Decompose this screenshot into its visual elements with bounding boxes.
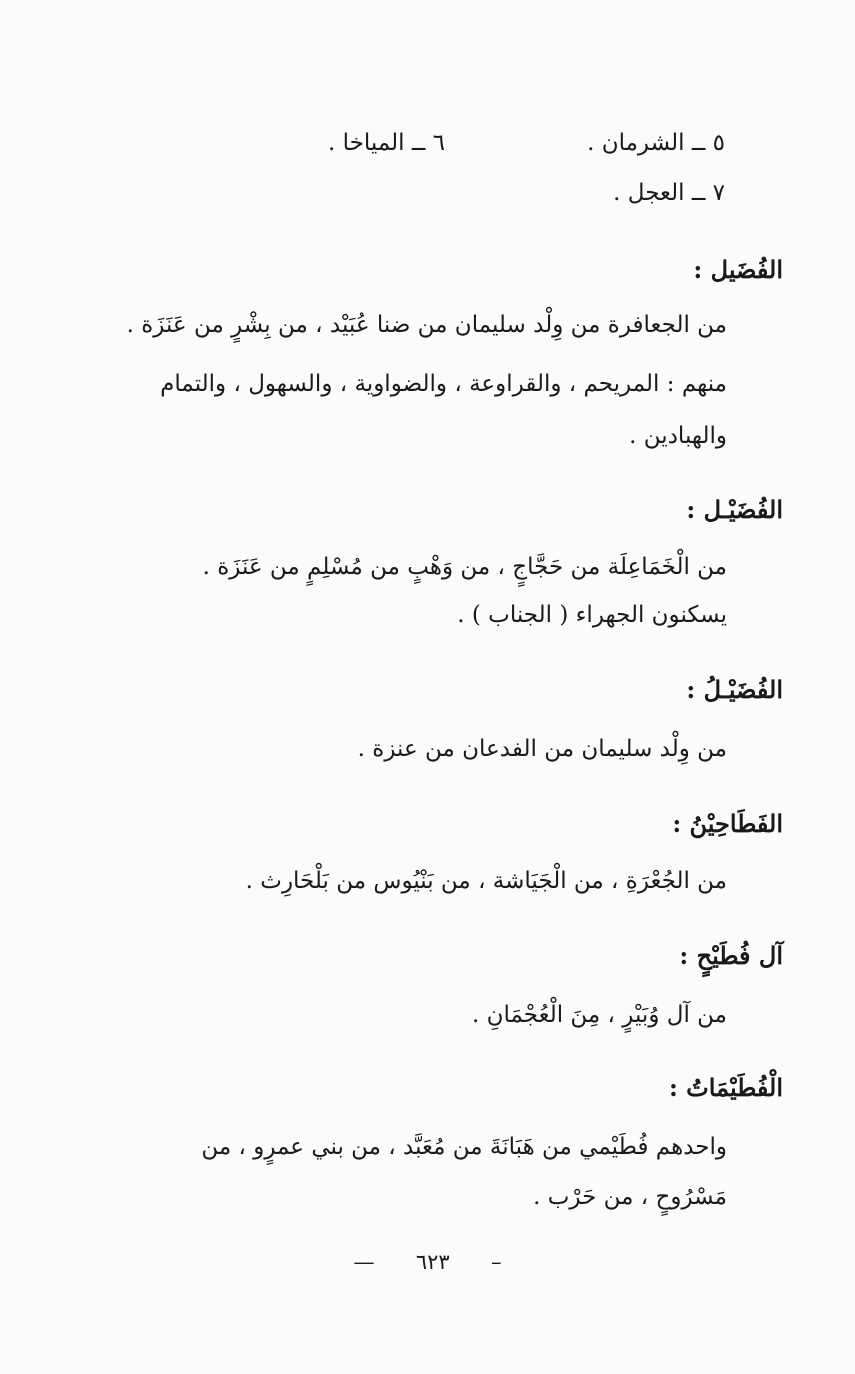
entry-heading: الفُضَيْـلُ :: [686, 675, 783, 704]
entry-heading: الفَطَاحِيْنُ :: [672, 809, 783, 838]
entry-text-line: من وِلْد سليمان من الفدعان من عنزة .: [357, 736, 727, 762]
entry-heading: الفُضَيل :: [693, 255, 783, 284]
dash-left: —: [353, 1250, 375, 1274]
entry-text-line: من آل وُبَيْرٍ ، مِنَ الْعُجْمَانِ .: [471, 1002, 727, 1028]
entry-heading: الفُضَيْـل :: [686, 495, 783, 524]
entry-text-line: والهبادين .: [629, 423, 727, 449]
entry-heading: الْفُطَيْمَاتُ :: [668, 1073, 783, 1102]
entry-text-line: منهم : المريحم ، والقراوعة ، والضواوية ، والسهول ، والتمام: [160, 371, 727, 397]
page-number: [0, 1250, 855, 1274]
entry-text-line: من الجُعْرَةِ ، من الْجَيَاشة ، من بَنْيُوس من بَلْحَارِث .: [245, 868, 727, 894]
entry-text-line: واحدهم فُطَيْمي من هَبَانَةَ من مُعَبَّد ، من بني عمرٍو ، من: [201, 1134, 727, 1160]
list-item-6: ٦ ــ المياخا .: [328, 130, 445, 156]
entry-text-line: مَسْرُوحٍ ، من حَرْب .: [533, 1184, 727, 1210]
entry-text-line: يسكنون الجهراء ( الجناب ) .: [457, 602, 727, 628]
entry-text-line: من الْخَمَاعِلَة من حَجَّاجٍ ، من وَهْبٍ من مُسْلِمٍ من عَنَزَة .: [202, 554, 727, 580]
entry-heading: آل فُطَيْحٍ :: [679, 941, 783, 970]
list-item-5: ٥ ــ الشرمان .: [587, 130, 725, 156]
page-number-text: ٦٢٣: [415, 1250, 450, 1274]
entry-text-line: من الجعافرة من وِلْد سليمان من ضنا عُبَيْد ، من بِشْرٍ من عَنَزَة .: [126, 312, 727, 338]
dash-right: –: [491, 1250, 502, 1274]
list-item-7: ٧ ــ العجل .: [613, 180, 725, 206]
